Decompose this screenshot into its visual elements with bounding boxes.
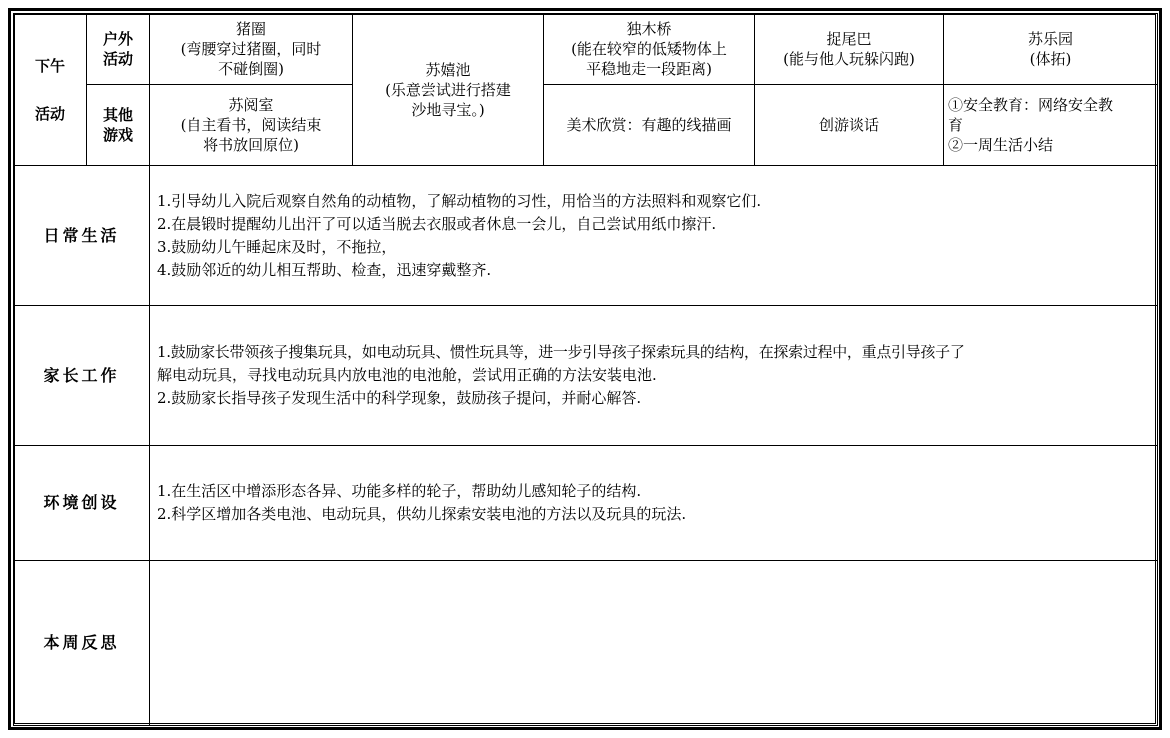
game-desc-line: ①安全教育：网络安全教 <box>948 96 1114 114</box>
period-line-2: 活动 <box>34 104 65 123</box>
outdoor-game-sule-park <box>944 14 1158 85</box>
environment-row <box>14 446 1158 561</box>
game-desc-line: (乐意尝试进行搭建 <box>385 80 511 99</box>
game-desc-line: (弯腰穿过猪圈，同时 <box>180 40 322 58</box>
outdoor-label-line-2: 活动 <box>102 50 133 68</box>
content-line: 1.鼓励家长带领孩子搜集玩具，如电动玩具、惯性玩具等，进一步引导孩子探索玩具的结构，在探索过程中，重点引导孩子了 <box>157 343 965 361</box>
game-desc-line: 沙地寻宝。) <box>411 100 485 119</box>
other-games-row <box>14 85 1158 166</box>
game-desc-line: 不碰倒圈) <box>218 60 284 78</box>
game-title: 苏嬉池 <box>425 60 471 79</box>
game-title: 捉尾巴 <box>826 30 872 48</box>
outdoor-game-catch-tail <box>755 14 944 85</box>
parent-work-row <box>14 306 1158 446</box>
game-desc-line: 育 <box>948 116 964 134</box>
content-line: 2.科学区增加各类电池、电动玩具，供幼儿探索安装电池的方法以及玩具的玩法. <box>157 505 687 523</box>
content-line: 4.鼓励邻近的幼儿相互帮助、检查，迅速穿戴整齐. <box>157 260 492 279</box>
reflection-row <box>14 561 1158 726</box>
game-desc-line: 将书放回原位) <box>203 136 299 154</box>
outdoor-game-pigpen <box>150 14 353 85</box>
other-label-line-1: 其他 <box>102 106 133 124</box>
reflection-label: 本周反思 <box>14 561 150 726</box>
game-title: 猪圈 <box>235 20 266 38</box>
other-game-art-appreciation <box>544 85 755 166</box>
game-title: 美术欣赏：有趣的线描画 <box>566 116 732 134</box>
other-label-line-2: 游戏 <box>102 126 133 144</box>
game-desc-line: ②一周生活小结 <box>948 136 1054 154</box>
content-line: 1.引导幼儿入院后观察自然角的动植物，了解动植物的习性，用恰当的方法照料和观察它们. <box>157 191 762 210</box>
outdoor-row <box>14 14 1158 85</box>
outdoor-game-balance-beam <box>544 14 755 85</box>
game-title: 独木桥 <box>626 20 672 38</box>
content-line: 1.在生活区中增添形态各异、功能多样的轮子，帮助幼儿感知轮子的结构. <box>157 482 642 500</box>
game-desc-line: (能在较窄的低矮物体上 <box>571 40 727 58</box>
outdoor-label-line-1: 户外 <box>102 30 133 48</box>
game-desc-line: 平稳地走一段距离) <box>586 60 712 78</box>
environment-content <box>150 446 1158 561</box>
game-desc-line: (自主看书，阅读结束 <box>180 116 322 134</box>
content-line: 2.在晨锻时提醒幼儿出汗了可以适当脱去衣服或者休息一会儿，自己尝试用纸巾擦汗. <box>157 214 717 233</box>
daily-life-row <box>14 166 1158 306</box>
game-title: 创游谈话 <box>818 116 879 134</box>
environment-label: 环境创设 <box>14 446 150 561</box>
game-title: 苏阅室 <box>228 96 274 114</box>
outdoor-label <box>87 14 150 85</box>
period-line-1: 下午 <box>34 56 65 75</box>
other-game-reading-room <box>150 85 353 166</box>
game-desc-line: (体拓) <box>1029 50 1072 68</box>
content-line: 3.鼓励幼儿午睡起床及时，不拖拉， <box>157 237 397 256</box>
weekly-plan-table <box>13 13 1158 726</box>
sand-pool-cell <box>353 14 544 166</box>
parent-work-content <box>150 306 1158 446</box>
other-games-label <box>87 85 150 166</box>
game-title: 苏乐园 <box>1027 30 1073 48</box>
content-line: 解电动玩具，寻找电动玩具内放电池的电池舱，尝试用正确的方法安装电池. <box>157 366 657 384</box>
game-desc-line: (能与他人玩躲闪跑) <box>783 50 915 68</box>
parent-work-label: 家长工作 <box>14 306 150 446</box>
other-game-talk <box>755 85 944 166</box>
daily-life-label: 日常生活 <box>14 166 150 306</box>
daily-life-content <box>150 166 1158 306</box>
afternoon-activity-label <box>14 14 87 166</box>
reflection-content <box>150 561 1158 726</box>
content-line: 2.鼓励家长指导孩子发现生活中的科学现象，鼓励孩子提问，并耐心解答. <box>157 389 642 407</box>
other-game-safety-education <box>944 85 1158 166</box>
